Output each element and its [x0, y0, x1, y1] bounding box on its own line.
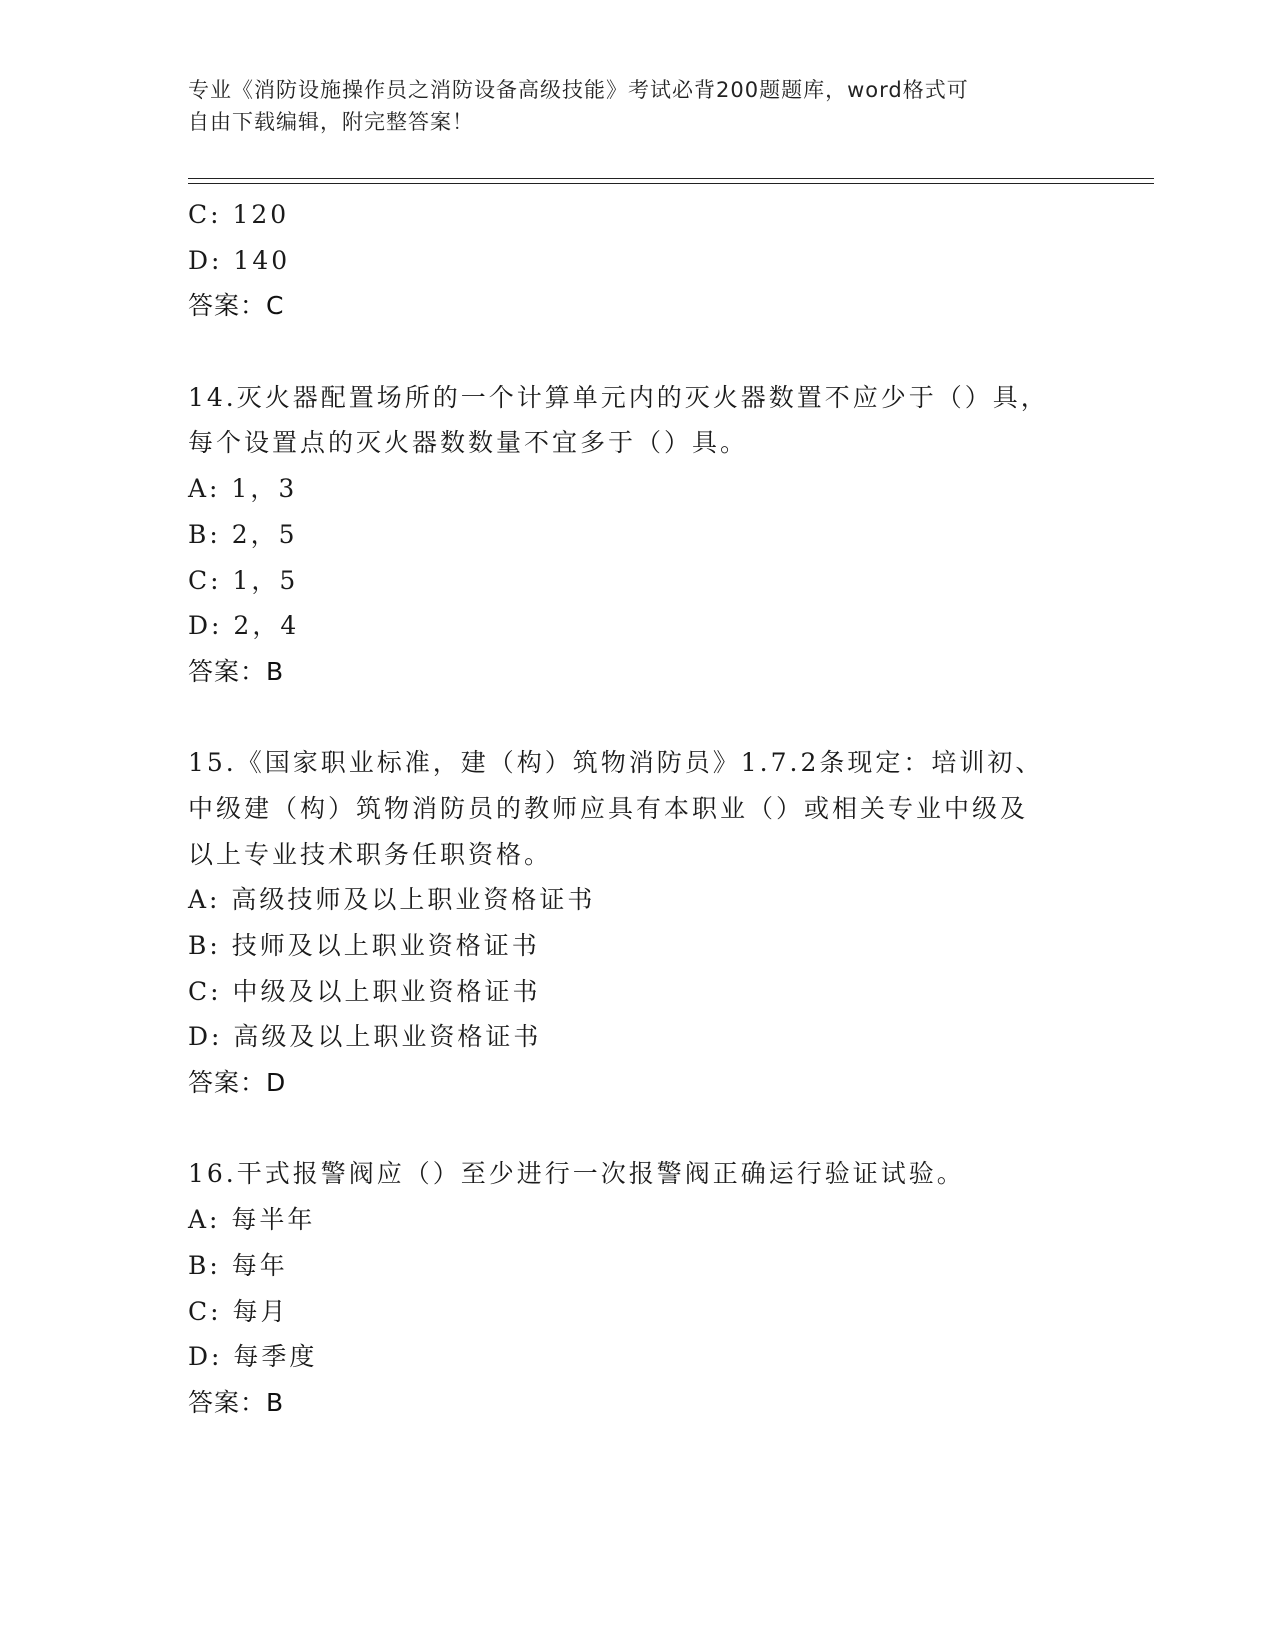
option-c: C: 1，5	[188, 565, 299, 595]
document-header	[188, 74, 1068, 138]
option-d: D: 每季度	[188, 1342, 318, 1372]
header-divider-top	[188, 178, 1154, 179]
option-b: B: 每年	[188, 1250, 288, 1280]
option-b: B: 技师及以上职业资格证书	[188, 931, 540, 960]
question-stem: 每个设置点的灭火器数数量不宜多于（）具。	[188, 428, 749, 458]
option-d: D: 140	[188, 245, 291, 275]
header-divider-bottom	[188, 183, 1154, 184]
spacer	[188, 329, 1088, 375]
question-14	[188, 375, 1088, 695]
option-d: D: 2，4	[188, 611, 300, 641]
option-c: C: 每月	[188, 1296, 289, 1326]
spacer	[188, 695, 1088, 741]
option-a: A: 高级技师及以上职业资格证书	[188, 885, 596, 915]
answer-line: 答案：C	[188, 291, 285, 321]
option-c: C: 120	[188, 200, 290, 229]
question-list	[188, 192, 1088, 1426]
spacer	[188, 1106, 1088, 1152]
question-stem: 以上专业技术职务任职资格。	[188, 839, 553, 869]
question-15	[188, 740, 1088, 1106]
header-title-line-1: 专业《消防设施操作员之消防设备高级技能》考试必背200题题库，word格式可	[188, 78, 969, 102]
question-stem: 15.《国家职业标准，建（构）筑物消防员》1.7.2条现定：培训初、	[188, 748, 1044, 778]
question-stem: 14.灭火器配置场所的一个计算单元内的灭火器数置不应少于（）具，	[188, 382, 1049, 412]
option-a: A: 1，3	[188, 474, 298, 504]
option-b: B: 2，5	[188, 519, 298, 549]
answer-line: 答案：B	[188, 656, 285, 686]
question-13-continued	[188, 192, 1088, 329]
option-c: C: 中级及以上职业资格证书	[188, 976, 541, 1006]
question-16	[188, 1151, 1088, 1425]
question-stem: 16.干式报警阀应（）至少进行一次报警阀正确运行验证试验。	[188, 1159, 965, 1189]
question-stem: 中级建（构）筑物消防员的教师应具有本职业（）或相关专业中级及	[188, 793, 1029, 823]
option-d: D: 高级及以上职业资格证书	[188, 1022, 542, 1052]
answer-line: 答案：B	[188, 1387, 285, 1417]
answer-line: 答案：D	[188, 1068, 287, 1098]
option-a: A: 每半年	[188, 1205, 316, 1235]
header-title-line-2: 自由下载编辑，附完整答案！	[188, 110, 474, 134]
